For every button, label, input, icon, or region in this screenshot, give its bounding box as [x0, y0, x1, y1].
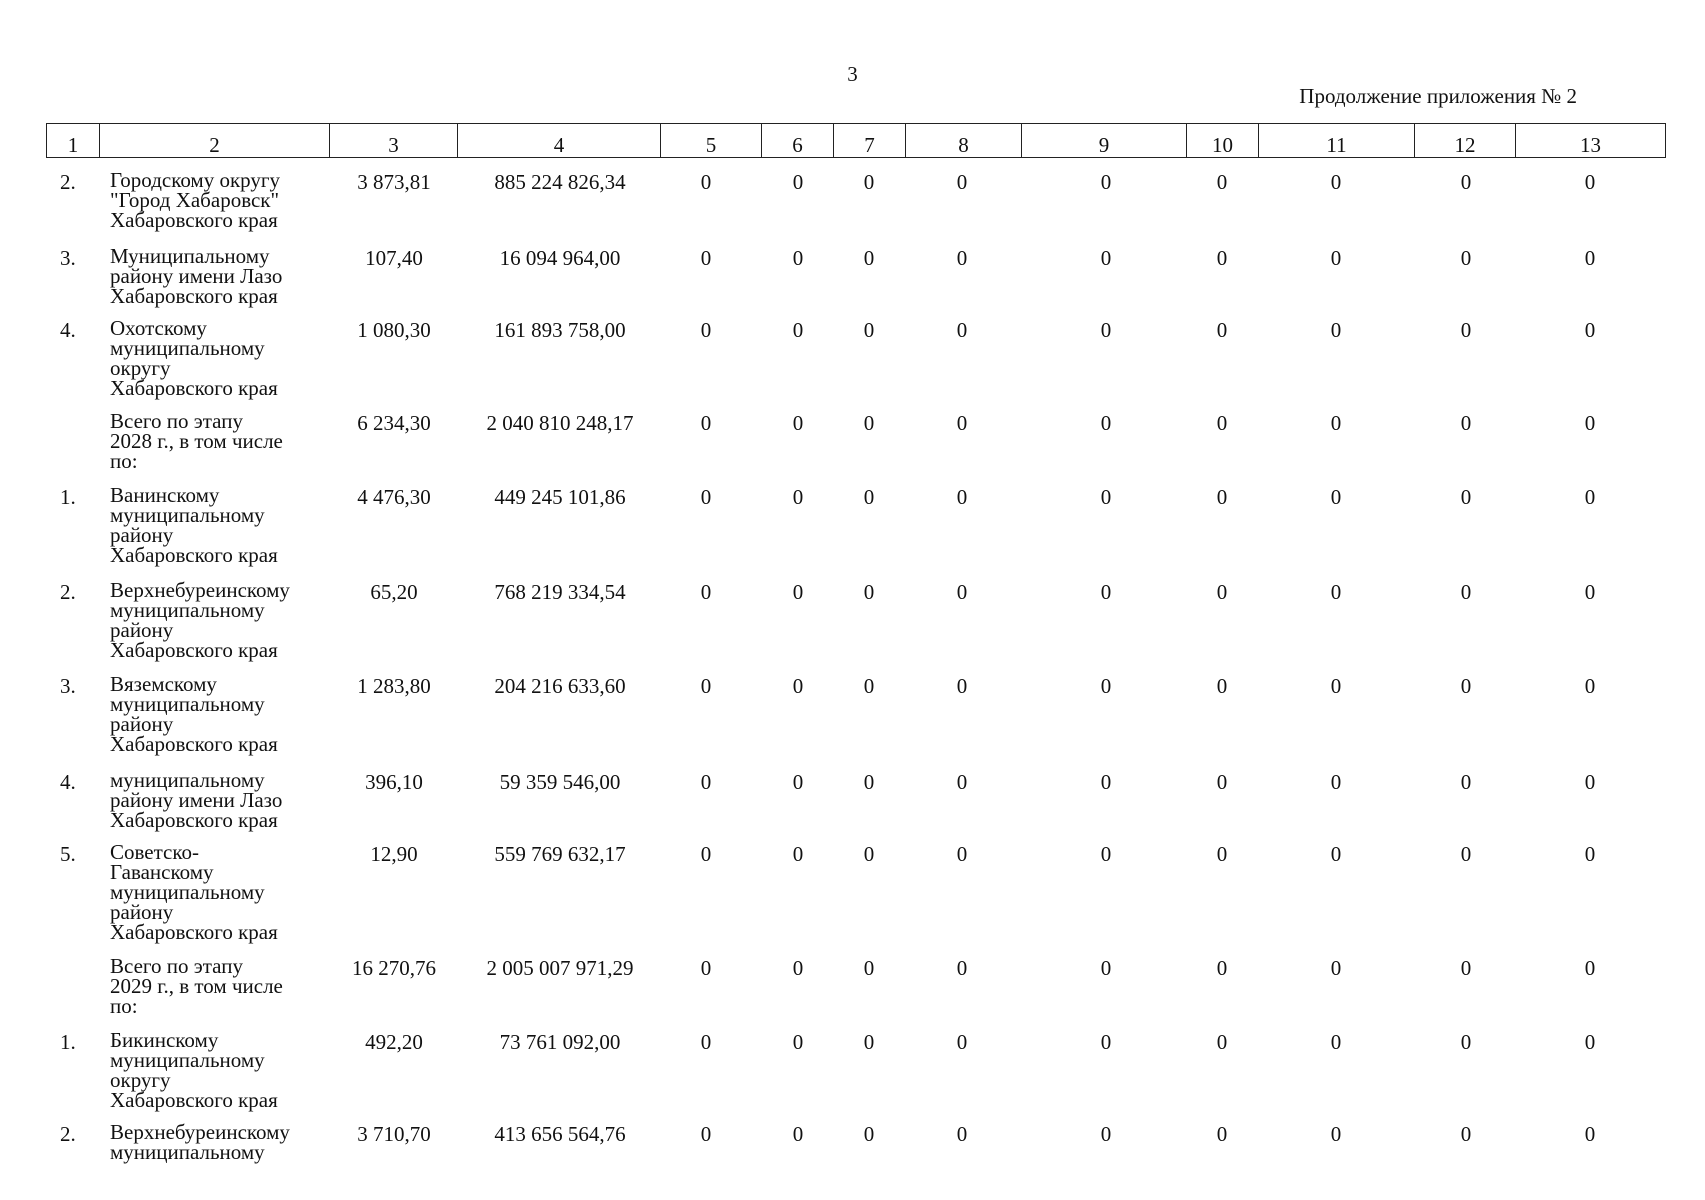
- cell-col-9: 0: [1100, 1122, 1112, 1146]
- cell-col-11: 0: [1330, 674, 1342, 698]
- cell-col-7: 0: [863, 842, 875, 866]
- cell-col-6: 0: [792, 1122, 804, 1146]
- cell-col-10: 0: [1216, 485, 1228, 509]
- cell-col-8: 0: [956, 411, 968, 435]
- cell-col-4: 413 656 564,76: [494, 1122, 626, 1146]
- cell-col-7: 0: [863, 674, 875, 698]
- cell-col-11: 0: [1330, 580, 1342, 604]
- cell-col-4: 559 769 632,17: [494, 842, 626, 866]
- recipient-name: Муниципальному району имени Лазо Хабаровского края: [110, 244, 283, 308]
- cell-col-6: 0: [792, 1030, 804, 1054]
- cell-col-12: 0: [1460, 411, 1472, 435]
- cell-col-9: 0: [1100, 842, 1112, 866]
- cell-col-3: 107,40: [365, 246, 423, 270]
- cell-col-10: 0: [1216, 1030, 1228, 1054]
- column-header-6: 6: [762, 124, 834, 157]
- column-header-13: 13: [1580, 133, 1601, 157]
- cell-col-10: 0: [1216, 170, 1228, 194]
- cell-col-8: 0: [956, 580, 968, 604]
- cell-col-3: 492,20: [365, 1030, 423, 1054]
- row-number: 1.: [60, 485, 76, 509]
- cell-col-8: 0: [956, 246, 968, 270]
- cell-col-13: 0: [1584, 842, 1596, 866]
- cell-col-7: 0: [863, 318, 875, 342]
- cell-col-10: 0: [1216, 842, 1228, 866]
- cell-col-7: 0: [863, 1030, 875, 1054]
- recipient-name: Всего по этапу 2029 г., в том числе по:: [110, 954, 283, 1018]
- row-number: 2.: [60, 170, 76, 194]
- cell-col-8: 0: [956, 842, 968, 866]
- column-header-7: 7: [834, 124, 906, 157]
- column-header-5: 5: [661, 124, 762, 157]
- cell-col-13: 0: [1584, 1122, 1596, 1146]
- row-number: 5.: [60, 842, 76, 866]
- cell-col-10: 0: [1216, 580, 1228, 604]
- table-header: [46, 123, 1666, 158]
- recipient-name: Верхнебуреинскому муниципальному: [110, 1120, 290, 1164]
- column-header-3: 3: [330, 124, 458, 157]
- cell-col-3: 1 080,30: [357, 318, 431, 342]
- cell-col-11: 0: [1330, 485, 1342, 509]
- cell-col-5: 0: [700, 674, 712, 698]
- cell-col-12: 0: [1460, 485, 1472, 509]
- recipient-name: Бикинскому муниципальному округу Хабаровского края: [110, 1028, 278, 1112]
- cell-col-6: 0: [792, 956, 804, 980]
- cell-col-7: 0: [863, 485, 875, 509]
- recipient-name: Вяземскому муниципальному району Хабаровского края: [110, 672, 278, 756]
- cell-col-8: 0: [956, 1030, 968, 1054]
- cell-col-10: 0: [1216, 411, 1228, 435]
- cell-col-5: 0: [700, 1122, 712, 1146]
- cell-col-5: 0: [700, 770, 712, 794]
- cell-col-13: 0: [1584, 411, 1596, 435]
- column-header-11: 11: [1259, 124, 1415, 157]
- cell-col-8: 0: [956, 770, 968, 794]
- row-number: 4.: [60, 318, 76, 342]
- cell-col-7: 0: [863, 956, 875, 980]
- cell-col-8: 0: [956, 318, 968, 342]
- cell-col-8: 0: [956, 170, 968, 194]
- cell-col-7: 0: [863, 411, 875, 435]
- cell-col-10: 0: [1216, 318, 1228, 342]
- cell-col-11: 0: [1330, 1030, 1342, 1054]
- cell-col-13: 0: [1584, 485, 1596, 509]
- cell-col-12: 0: [1460, 674, 1472, 698]
- recipient-name: Ванинскому муниципальному району Хабаровского края: [110, 483, 278, 567]
- cell-col-4: 2 040 810 248,17: [486, 411, 634, 435]
- cell-col-5: 0: [700, 580, 712, 604]
- recipient-name: Охотскому муниципальному округу Хабаровского края: [110, 316, 278, 400]
- cell-col-9: 0: [1100, 580, 1112, 604]
- cell-col-12: 0: [1460, 246, 1472, 270]
- cell-col-11: 0: [1330, 170, 1342, 194]
- column-header-10: 10: [1187, 124, 1259, 157]
- row-number: 2.: [60, 580, 76, 604]
- cell-col-12: 0: [1460, 956, 1472, 980]
- cell-col-6: 0: [792, 246, 804, 270]
- cell-col-11: 0: [1330, 411, 1342, 435]
- cell-col-4: 16 094 964,00: [499, 246, 621, 270]
- cell-col-6: 0: [792, 842, 804, 866]
- recipient-name: Всего по этапу 2028 г., в том числе по:: [110, 409, 283, 473]
- cell-col-6: 0: [792, 674, 804, 698]
- cell-col-11: 0: [1330, 956, 1342, 980]
- cell-col-13: 0: [1584, 674, 1596, 698]
- cell-col-4: 59 359 546,00: [499, 770, 621, 794]
- cell-col-3: 3 710,70: [357, 1122, 431, 1146]
- cell-col-6: 0: [792, 770, 804, 794]
- cell-col-9: 0: [1100, 770, 1112, 794]
- cell-col-10: 0: [1216, 956, 1228, 980]
- cell-col-3: 3 873,81: [357, 170, 431, 194]
- cell-col-11: 0: [1330, 1122, 1342, 1146]
- cell-col-13: 0: [1584, 580, 1596, 604]
- cell-col-10: 0: [1216, 674, 1228, 698]
- cell-col-8: 0: [956, 674, 968, 698]
- row-number: 2.: [60, 1122, 76, 1146]
- recipient-name: муниципальному району имени Лазо Хабаровского края: [110, 768, 283, 832]
- cell-col-13: 0: [1584, 246, 1596, 270]
- cell-col-7: 0: [863, 246, 875, 270]
- cell-col-8: 0: [956, 485, 968, 509]
- recipient-name: Верхнебуреинскому муниципальному району Хабаровского края: [110, 578, 290, 662]
- cell-col-4: 2 005 007 971,29: [486, 956, 634, 980]
- cell-col-4: 768 219 334,54: [494, 580, 626, 604]
- cell-col-4: 204 216 633,60: [494, 674, 626, 698]
- cell-col-9: 0: [1100, 411, 1112, 435]
- cell-col-5: 0: [700, 1030, 712, 1054]
- cell-col-6: 0: [792, 318, 804, 342]
- cell-col-12: 0: [1460, 842, 1472, 866]
- cell-col-5: 0: [700, 485, 712, 509]
- column-header-12: 12: [1415, 124, 1516, 157]
- cell-col-13: 0: [1584, 770, 1596, 794]
- cell-col-3: 12,90: [370, 842, 418, 866]
- row-number: 4.: [60, 770, 76, 794]
- cell-col-10: 0: [1216, 1122, 1228, 1146]
- continuation-label: Продолжение приложения № 2: [1299, 84, 1577, 108]
- recipient-name: Советско- Гаванскому муниципальному району Хабаровского края: [110, 840, 278, 944]
- cell-col-13: 0: [1584, 956, 1596, 980]
- column-header-1: 1: [47, 124, 100, 157]
- cell-col-4: 885 224 826,34: [494, 170, 626, 194]
- cell-col-3: 1 283,80: [357, 674, 431, 698]
- cell-col-12: 0: [1460, 1122, 1472, 1146]
- cell-col-7: 0: [863, 580, 875, 604]
- cell-col-9: 0: [1100, 246, 1112, 270]
- cell-col-9: 0: [1100, 674, 1112, 698]
- row-number: 3.: [60, 674, 76, 698]
- cell-col-12: 0: [1460, 770, 1472, 794]
- cell-col-13: 0: [1584, 1030, 1596, 1054]
- cell-col-8: 0: [956, 1122, 968, 1146]
- row-number: 3.: [60, 246, 76, 270]
- cell-col-9: 0: [1100, 318, 1112, 342]
- cell-col-9: 0: [1100, 170, 1112, 194]
- column-header-9: 9: [1022, 124, 1187, 157]
- cell-col-3: 396,10: [365, 770, 423, 794]
- cell-col-4: 73 761 092,00: [499, 1030, 621, 1054]
- cell-col-7: 0: [863, 770, 875, 794]
- cell-col-8: 0: [956, 956, 968, 980]
- cell-col-3: 65,20: [370, 580, 418, 604]
- cell-col-5: 0: [700, 411, 712, 435]
- cell-col-4: 161 893 758,00: [494, 318, 626, 342]
- cell-col-6: 0: [792, 485, 804, 509]
- cell-col-6: 0: [792, 580, 804, 604]
- column-header-4: 4: [458, 124, 661, 157]
- cell-col-11: 0: [1330, 246, 1342, 270]
- cell-col-9: 0: [1100, 956, 1112, 980]
- cell-col-5: 0: [700, 318, 712, 342]
- cell-col-13: 0: [1584, 170, 1596, 194]
- cell-col-6: 0: [792, 170, 804, 194]
- cell-col-12: 0: [1460, 170, 1472, 194]
- cell-col-5: 0: [700, 246, 712, 270]
- cell-col-6: 0: [792, 411, 804, 435]
- cell-col-3: 6 234,30: [357, 411, 431, 435]
- cell-col-10: 0: [1216, 770, 1228, 794]
- cell-col-12: 0: [1460, 580, 1472, 604]
- cell-col-12: 0: [1460, 1030, 1472, 1054]
- cell-col-7: 0: [863, 170, 875, 194]
- cell-col-12: 0: [1460, 318, 1472, 342]
- cell-col-3: 16 270,76: [352, 956, 436, 980]
- cell-col-5: 0: [700, 170, 712, 194]
- row-number: 1.: [60, 1030, 76, 1054]
- cell-col-3: 4 476,30: [357, 485, 431, 509]
- cell-col-9: 0: [1100, 485, 1112, 509]
- cell-col-11: 0: [1330, 318, 1342, 342]
- cell-col-10: 0: [1216, 246, 1228, 270]
- page-number: 3: [847, 62, 858, 86]
- column-header-2: 2: [100, 124, 330, 157]
- cell-col-5: 0: [700, 842, 712, 866]
- cell-col-4: 449 245 101,86: [494, 485, 626, 509]
- cell-col-11: 0: [1330, 770, 1342, 794]
- cell-col-9: 0: [1100, 1030, 1112, 1054]
- cell-col-5: 0: [700, 956, 712, 980]
- recipient-name: Городскому округу "Город Хабаровск" Хабаровского края: [110, 168, 281, 232]
- column-header-8: 8: [906, 124, 1022, 157]
- cell-col-11: 0: [1330, 842, 1342, 866]
- cell-col-13: 0: [1584, 318, 1596, 342]
- cell-col-7: 0: [863, 1122, 875, 1146]
